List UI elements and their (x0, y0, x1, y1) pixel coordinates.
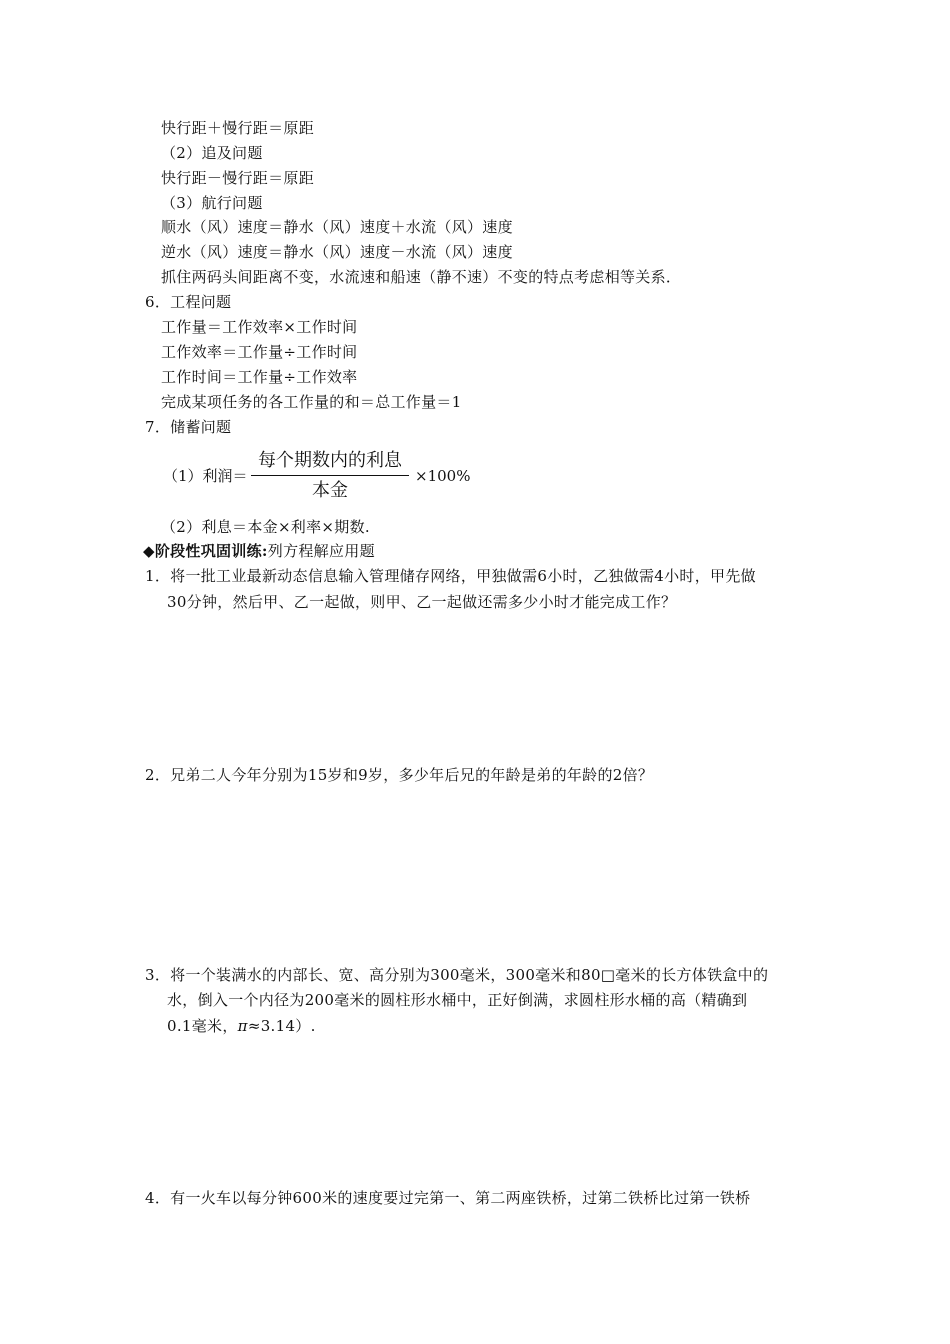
section-title: ◆阶段性巩固训练: (143, 542, 268, 560)
text-line: 快行距＋慢行距＝原距 (161, 119, 315, 137)
fraction-numerator: 每个期数内的利息 (258, 450, 402, 471)
text-line: 工作时间＝工作量÷工作效率 (161, 368, 358, 386)
section-heading (143, 541, 375, 561)
question-1-line-1: 1．将一批工业最新动态信息输入管理储存网络，甲独做需6小时，乙独做需4小时，甲先做 (145, 567, 756, 585)
formula-tail: ×100% (415, 467, 471, 485)
formula-lead: （1）利润＝ (163, 467, 248, 485)
question-3-line-1: 3．将一个装满水的内部长、宽、高分别为300毫米，300毫米和80□毫米的长方体铁盒中的 (145, 966, 769, 984)
fraction-denominator: 本金 (312, 480, 348, 501)
text-line: 顺水（风）速度＝静水（风）速度＋水流（风）速度 (161, 218, 513, 236)
question-3-line-3 (167, 1016, 316, 1036)
text-line: 逆水（风）速度＝静水（风）速度－水流（风）速度 (161, 243, 513, 261)
heading-savings: 7．储蓄问题 (145, 418, 232, 436)
fraction (251, 448, 409, 504)
text-line: （2）利息＝本金×利率×期数. (161, 518, 370, 536)
question-3-text: 0.1毫米， (167, 1017, 238, 1035)
pi-symbol: π (237, 1017, 248, 1035)
fraction-bar (251, 475, 409, 476)
question-3-line-2: 水，倒入一个内径为200毫米的圆柱形水桶中，正好倒满，求圆柱形水桶的高（精确到 (167, 991, 748, 1009)
question-3-text-end: ≈3.14）. (247, 1017, 316, 1035)
text-line: 工作量＝工作效率×工作时间 (161, 318, 358, 336)
question-4-line-1: 4．有一火车以每分钟600米的速度要过完第一、第二两座铁桥，过第二铁桥比过第一铁桥 (145, 1189, 751, 1207)
text-line: 完成某项任务的各工作量的和＝总工作量＝1 (161, 393, 462, 411)
question-1-line-2: 30分钟，然后甲、乙一起做，则甲、乙一起做还需多少小时才能完成工作？ (167, 593, 677, 611)
text-line: 快行距－慢行距＝原距 (161, 169, 315, 187)
text-line: （2）追及问题 (161, 144, 263, 162)
heading-engineering: 6．工程问题 (145, 293, 232, 311)
text-line: 抓住两码头间距离不变，水流速和船速（静不速）不变的特点考虑相等关系． (161, 268, 682, 286)
text-line: （3）航行问题 (161, 194, 263, 212)
section-subtitle: 列方程解应用题 (267, 542, 375, 560)
question-2-line-1: 2．兄弟二人今年分别为15岁和9岁，多少年后兄的年龄是弟的年龄的2倍？ (145, 766, 654, 784)
profit-formula (163, 448, 483, 508)
text-line: 工作效率＝工作量÷工作时间 (161, 343, 358, 361)
